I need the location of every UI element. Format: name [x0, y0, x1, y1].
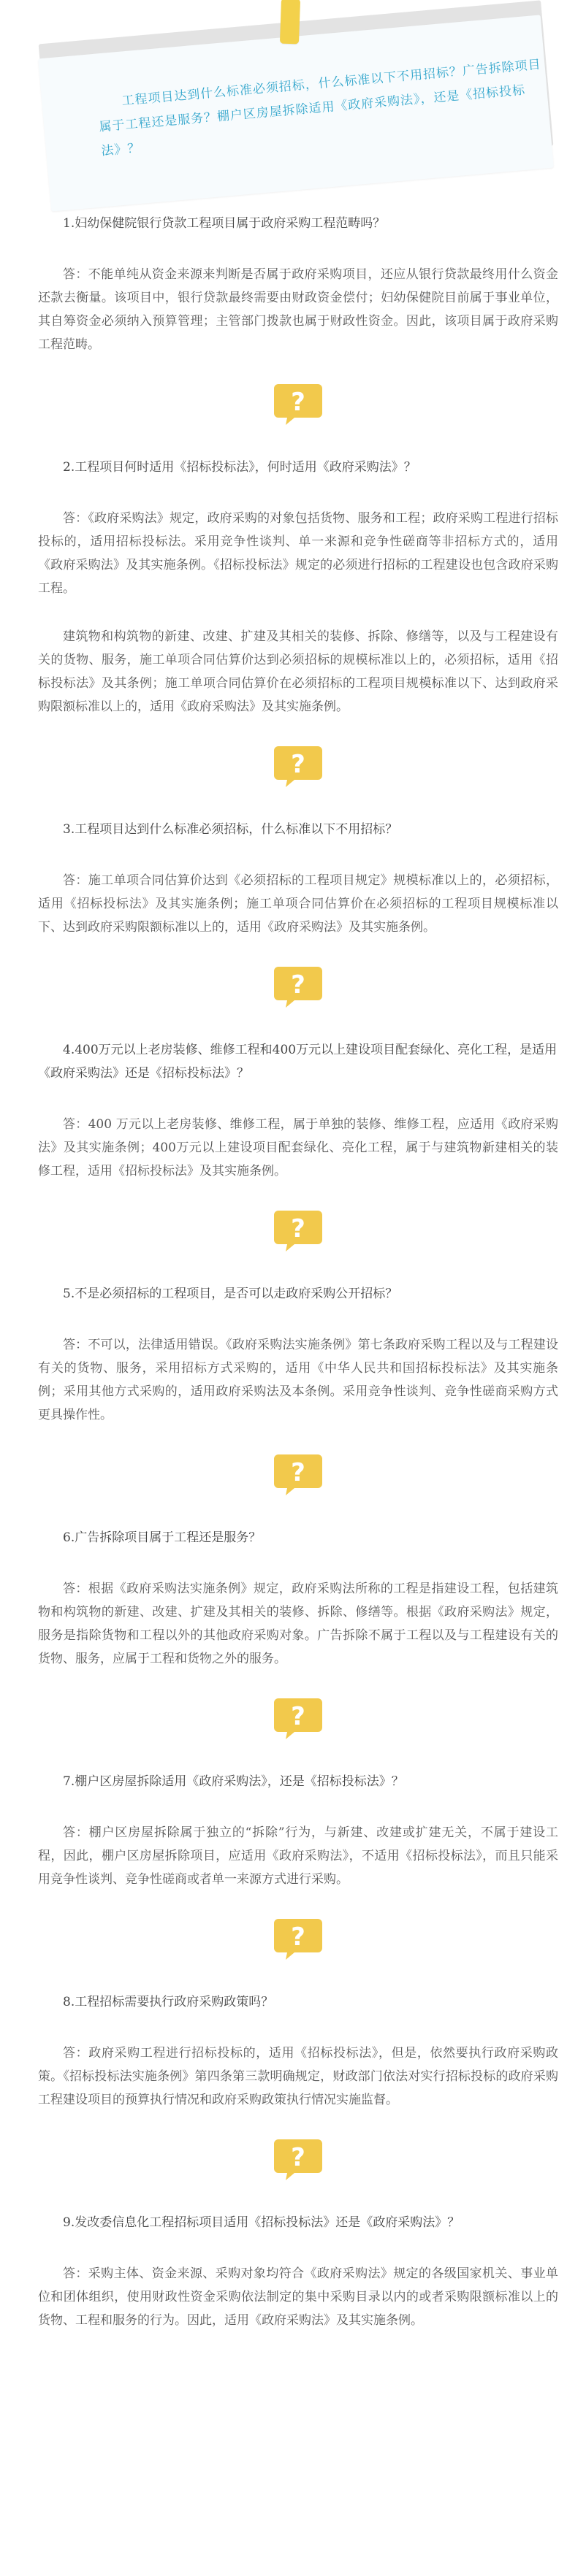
- answer-text: 答：不能单纯从资金来源来判断是否属于政府采购项目，还应从银行贷款最终用什么资金还款去衡量。该项目中，银行贷款最终需要由财政资金偿付；妇幼保健院目前属于事业单位，其自筹资金必须纳入预算管理；主管部门拨款也属于财政性资金。因此，该项目属于政府采购工程范畴。: [38, 267, 558, 352]
- pin-decoration: [280, 0, 300, 44]
- svg-text:?: ?: [291, 750, 305, 779]
- divider: [38, 2136, 558, 2182]
- answer-text: 答：采购主体、资金来源、采购对象均符合《政府采购法》规定的各级国家机关、事业单位和团体组织，使用财政性资金采购依法制定的集中采购目录以内的或者采购限额标准以上的货物、工程和服务的行为。因此，适用《政府采购法》及其实施条例。: [38, 2266, 558, 2328]
- answer-text: 答：400 万元以上老房装修、维修工程，属于单独的装修、维修工程，应适用《政府采购法》及其实施条例；400万元以上建设项目配套绿化、亮化工程，属于与建筑物新建相关的装修工程，适用《招标投标法》及其实施条例。: [38, 1117, 558, 1178]
- answer-text: 答：施工单项合同估算价达到《必须招标的工程项目规定》规模标准以上的，必须招标，适用《招标投标法》及其实施条例；施工单项合同估算价在必须招标的工程项目规模标准以下、达到政府采购限额标准以上的，适用《政府采购法》及其实施条例。: [38, 873, 558, 935]
- qa-item: [38, 456, 558, 718]
- answer-text: 答：政府采购工程进行招标投标的，适用《招标投标法》，但是，依然要执行政府采购政策。《招标投标法实施条例》第四条第三款明确规定，财政部门依法对实行招标投标的政府采购工程建设项目的预算执行情况和政府采购政策执行情况实施监督。: [38, 2046, 558, 2107]
- answer-text: 答：棚户区房屋拆除属于独立的“拆除”行为，与新建、改建或扩建无关，不属于建设工程，因此，棚户区房屋拆除项目，应适用《政府采购法》，不适用《招标投标法》，而且只能采用竞争性谈判、竞争性磋商或者单一来源方式进行采购。: [38, 1825, 558, 1887]
- question-text: 3.工程项目达到什么标准必须招标，什么标准以下不用招标？: [63, 822, 398, 837]
- qa-list: [0, 212, 586, 2332]
- svg-text:?: ?: [291, 1214, 305, 1243]
- svg-text:?: ?: [291, 1702, 305, 1731]
- qa-item: [38, 1990, 558, 2112]
- answer-text: 答：根据《政府采购法实施条例》规定，政府采购法所称的工程是指建设工程，包括建筑物和构筑物的新建、改建、扩建及其相关的装修、拆除、修缮等。根据《政府采购法》规定，服务是指除货物和工程以外的其他政府采购对象。广告拆除不属于工程以及与工程建设有关的货物、服务，应属于工程和货物之外的服务。: [38, 1582, 558, 1666]
- question-text: 7.棚户区房屋拆除适用《政府采购法》，还是《招标投标法》？: [63, 1774, 404, 1789]
- question-icon: [273, 1695, 324, 1741]
- divider: [38, 1452, 558, 1497]
- divider: [38, 743, 558, 789]
- qa-item: [38, 1038, 558, 1183]
- question-icon: [273, 1208, 324, 1253]
- svg-text:?: ?: [291, 970, 305, 1000]
- answer-text: 答：《政府采购法》规定，政府采购的对象包括货物、服务和工程；政府采购工程进行招标投标的，适用招标投标法。采用竞争性谈判、单一来源和竞争性磋商等非招标方式的，适用《政府采购法》及其实施条例。《招标投标法》规定的必须进行招标的工程建设也包含政府采购工程。: [38, 511, 558, 596]
- question-icon: [273, 381, 324, 426]
- question-text: 4.400万元以上老房装修、维修工程和400万元以上建设项目配套绿化、亮化工程，是适用《政府采购法》还是《招标投标法》？: [38, 1043, 558, 1081]
- svg-text:?: ?: [291, 388, 305, 417]
- qa-item: [38, 1526, 558, 1671]
- question-icon: [273, 1452, 324, 1497]
- svg-text:?: ?: [291, 1458, 305, 1487]
- question-icon: [273, 1916, 324, 1961]
- qa-item: [38, 1770, 558, 1891]
- answer-text: 答：不可以，法律适用错误。《政府采购法实施条例》第七条政府采购工程以及与工程建设有关的货物、服务，采用招标方式采购的，适用《中华人民共和国招标投标法》及其实施条例；采用其他方式采购的，适用政府采购法及本条例。采用竞争性谈判、竞争性磋商采购方式更具操作性。: [38, 1338, 558, 1422]
- svg-text:?: ?: [291, 2143, 305, 2172]
- question-text: 6.广告拆除项目属于工程还是服务？: [63, 1530, 262, 1545]
- divider: [38, 964, 558, 1009]
- qa-item: [38, 2211, 558, 2332]
- answer-text: 建筑物和构筑物的新建、改建、扩建及其相关的装修、拆除、修缮等，以及与工程建设有关的货物、服务，施工单项合同估算价达到必须招标的规模标准以上的，必须招标，适用《招标投标法》及其条例；施工单项合同估算价在必须招标的工程项目规模标准以下、达到政府采购限额标准以上的，适用《政府采购法》及其实施条例。: [38, 629, 558, 714]
- question-icon: [273, 2136, 324, 2182]
- header-card: [0, 0, 586, 212]
- header-text: 工程项目达到什么标准必须招标，什么标准以下不用招标？广告拆除项目属于工程还是服务？棚户区房屋拆除适用《政府采购法》，还是《招标投标法》？: [98, 57, 542, 159]
- divider: [38, 1208, 558, 1253]
- svg-text:?: ?: [291, 1923, 305, 1952]
- divider: [38, 1916, 558, 1961]
- question-text: 5.不是必须招标的工程项目，是否可以走政府采购公开招标？: [63, 1287, 398, 1301]
- qa-item: [38, 212, 558, 356]
- divider: [38, 1695, 558, 1741]
- question-text: 9.发改委信息化工程招标项目适用《招标投标法》还是《政府采购法》？: [63, 2215, 460, 2230]
- question-icon: [273, 964, 324, 1009]
- question-icon: [273, 743, 324, 789]
- question-text: 1.妇幼保健院银行贷款工程项目属于政府采购工程范畴吗？: [63, 216, 386, 231]
- qa-item: [38, 1282, 558, 1427]
- qa-item: [38, 818, 558, 939]
- divider: [38, 381, 558, 426]
- question-text: 2.工程项目何时适用《招标投标法》，何时适用《政府采购法》？: [63, 460, 416, 475]
- question-text: 8.工程招标需要执行政府采购政策吗？: [63, 1995, 274, 2009]
